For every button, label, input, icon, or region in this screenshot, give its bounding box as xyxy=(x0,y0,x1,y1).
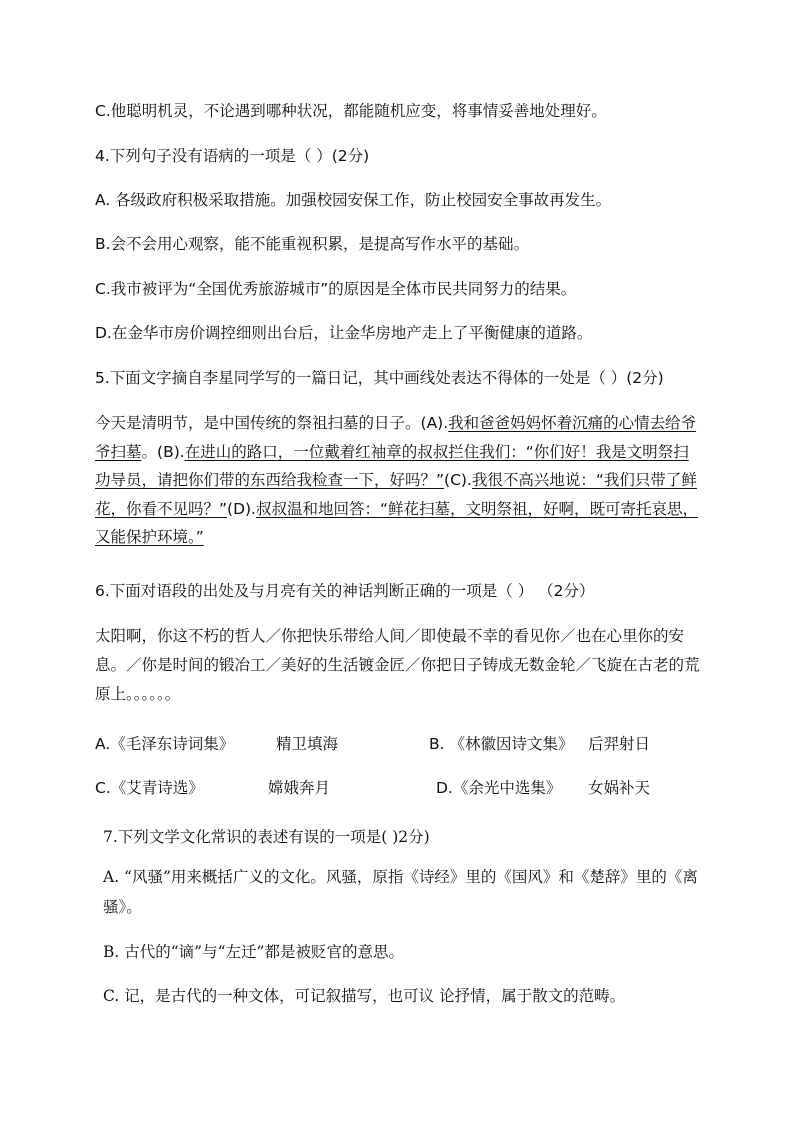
diary-mark-b: (B). xyxy=(157,442,185,461)
diary-underline-b: 在进山的路口，一位戴着红袖章的叔叔拦住我们：“你们好！我是文明祭扫功导员，请把你们带的东西给我检查一下，好吗？” xyxy=(95,442,689,489)
q7-option-a: A. “风骚”用来概括广义的文化。风骚，原指《诗经》里的《国风》和《楚辞》里的《离骚》。 xyxy=(103,868,698,916)
diary-underline-a: 我和爸爸妈妈怀着沉痛的心情去给爷爷扫墓 xyxy=(95,414,697,461)
q7-option-b: B. 古代的“谪”与“左迁”都是被贬官的意思。 xyxy=(103,943,404,961)
q6-option-a-source: A.《毛泽东诗词集》 xyxy=(95,735,235,753)
q7-option-c: C. 记，是古代的一种文体，可记叙描写，也可议 论抒情，属于散文的范畴。 xyxy=(103,987,626,1005)
diary-mark-a: (A). xyxy=(420,414,449,432)
q5-stem: 5.下面文字摘自李星同学写的一篇日记，其中画线处表达不得体的一处是（ ）(2分) xyxy=(95,369,664,387)
q6-option-c-myth: 嫦娥奔月 xyxy=(268,779,331,797)
q4-option-a: A. 各级政府积极采取措施。加强校园安保工作，防止校园安全事故再发生。 xyxy=(95,191,612,209)
q4-option-b: B.会不会用心观察，能不能重视积累，是提高写作水平的基础。 xyxy=(95,235,530,253)
q5-diary-passage xyxy=(95,409,701,552)
q6-option-d-source: D.《余光中选集》 xyxy=(436,779,562,797)
diary-mark-d: (D). xyxy=(227,499,256,518)
q6-option-b-source: B. 《林徽因诗文集》 xyxy=(429,735,574,753)
q6-stem: 6.下面对语段的出处及与月亮有关的神话判断正确的一项是（ ） （2分） xyxy=(95,582,595,600)
q4-stem: 4.下列句子没有语病的一项是（ ）(2分) xyxy=(95,147,370,165)
q7-stem: 7.下列文学文化常识的表述有误的一项是( )2分) xyxy=(103,828,430,846)
q4-option-d: D.在金华市房价调控细则出台后，让金华房地产走上了平衡健康的道路。 xyxy=(95,324,593,342)
q3-option-c: C.他聪明机灵，不论遇到哪种状况，都能随机应变，将事情妥善地处理好。 xyxy=(95,102,607,120)
q6-option-d-myth: 女娲补天 xyxy=(588,779,651,797)
q6-option-b-myth: 后羿射日 xyxy=(588,735,651,753)
q6-option-c-source: C.《艾青诗选》 xyxy=(95,779,204,797)
q6-poem: 太阳啊，你这不朽的哲人／你把快乐带给人间／即使最不幸的看见你／也在心里你的安息。／你是时间的锻冶工／美好的生活镀金匠／你把日子铸成无数金轮／飞旋在古老的荒原上。。。。。。 xyxy=(95,627,700,703)
diary-intro: 今天是清明节，是中国传统的祭祖扫墓的日子。 xyxy=(95,414,421,432)
q4-option-c: C.我市被评为“全国优秀旅游城市”的原因是全体市民共同努力的结果。 xyxy=(95,280,577,298)
diary-underline-c: 我很不高兴地说：“我们只带了鲜花，你看不见吗？” xyxy=(95,471,697,518)
diary-underline-d: 叔叔温和地回答：“鲜花扫墓，文明祭祖，好啊，既可寄托哀思，又能保护环境。” xyxy=(95,499,699,546)
diary-mark-c: (C). xyxy=(444,471,472,489)
diary-a-end: 。 xyxy=(141,442,158,461)
q6-option-a-myth: 精卫填海 xyxy=(276,735,339,753)
